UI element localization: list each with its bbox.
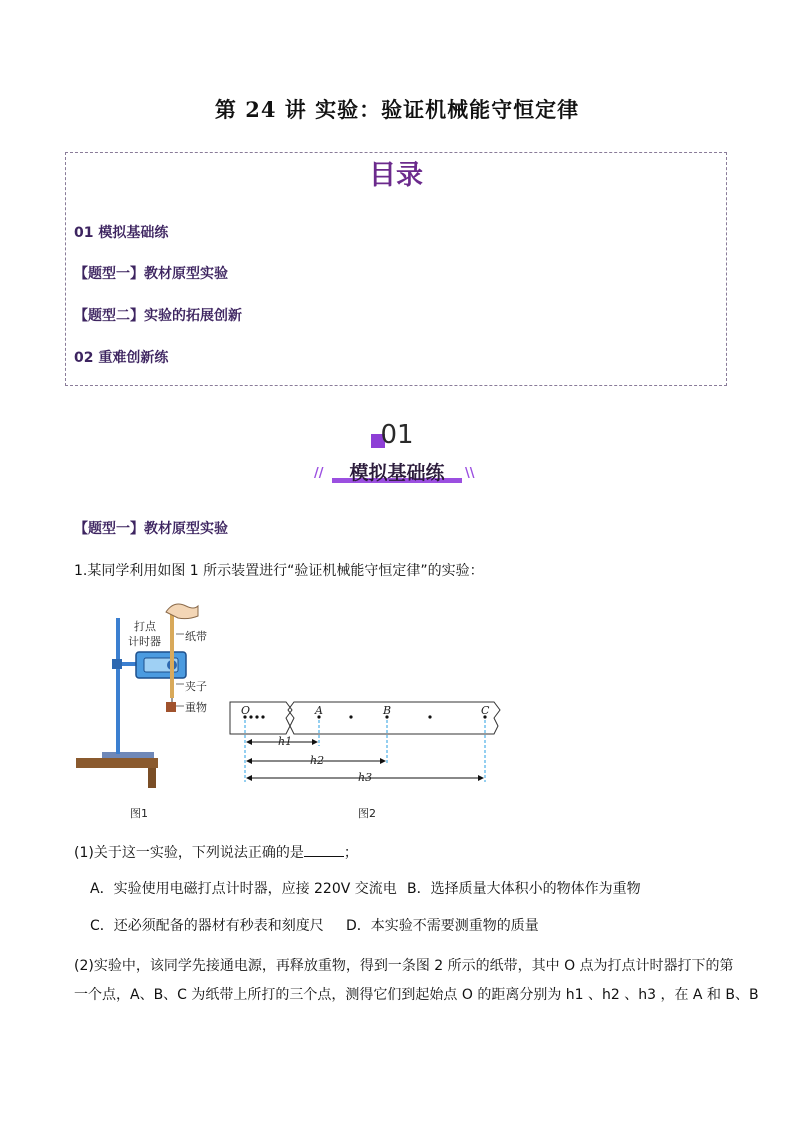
distance-label-h1: h1 xyxy=(278,735,293,748)
page-title: 第 24 讲 实验：验证机械能守恒定律 xyxy=(214,97,580,122)
answer-blank[interactable] xyxy=(304,855,344,857)
toc-item-1[interactable]: 01 模拟基础练 xyxy=(74,225,169,241)
option-b[interactable]: B．选择质量大体积小的物体作为重物 xyxy=(407,881,641,897)
option-c[interactable]: C．还必须配备的器材有秒表和刻度尺 xyxy=(90,918,324,934)
part1-line xyxy=(74,842,358,862)
stand-pole xyxy=(116,618,120,754)
figure-1-caption: 图1 xyxy=(130,807,148,820)
label-clip: 夹子 xyxy=(185,680,207,693)
question-type-heading: 【题型一】教材原型实验 xyxy=(74,521,228,537)
toc-item-2[interactable]: 【题型一】教材原型实验 xyxy=(74,266,228,282)
tape-dot xyxy=(349,715,352,718)
section-slash-left-icon: // xyxy=(314,466,324,481)
tape-dot xyxy=(261,715,264,718)
section-number: 01 xyxy=(380,420,414,450)
weight-block xyxy=(166,702,176,712)
option-d[interactable]: D．本实验不需要测重物的质量 xyxy=(346,918,539,934)
tape-dot xyxy=(255,715,258,718)
option-a[interactable]: A．实验使用电磁打点计时器，应接 220V 交流电 xyxy=(90,881,397,897)
tape-label-o: O xyxy=(241,704,251,717)
clamp-boss xyxy=(112,659,122,669)
part1-end: ； xyxy=(343,845,358,861)
toc-item-3[interactable]: 【题型二】实验的拓展创新 xyxy=(74,308,242,324)
question-stem: 1.某同学利用如图 1 所示装置进行“验证机械能守恒定律”的实验： xyxy=(74,563,484,579)
toc-item-4[interactable]: 02 重难创新练 xyxy=(74,350,169,366)
section-title: 模拟基础练 xyxy=(349,462,445,484)
tape-label-b: B xyxy=(383,704,392,717)
table-leg xyxy=(148,768,156,788)
figure-2-caption: 图2 xyxy=(358,807,376,820)
part1-prompt: (1)关于这一实验，下列说法正确的是 xyxy=(74,845,304,861)
tape-dot xyxy=(428,715,431,718)
section-slash-right-icon: \\ xyxy=(465,466,475,481)
label-paper-tape: 纸带 xyxy=(185,630,207,643)
label-weight: 重物 xyxy=(185,701,207,714)
label-timer-1: 打点 xyxy=(134,620,156,633)
paper-tape xyxy=(170,608,174,698)
distance-label-h2: h2 xyxy=(310,754,325,767)
part2-line-2: 一个点，A、B、C 为纸带上所打的三个点，测得它们到起始点 O 的距离分别为 h1 、h2 、h3 ，在 A 和 B、B xyxy=(74,987,759,1003)
tape-label-c: C xyxy=(481,704,490,717)
toc-heading: 目录 xyxy=(369,160,423,191)
part2-line-1: (2)实验中，该同学先接通电源，再释放重物，得到一条图 2 所示的纸带，其中 O 点为打点计时器打下的第 xyxy=(74,958,734,974)
tape-label-a: A xyxy=(315,704,323,717)
distance-label-h3: h3 xyxy=(358,771,373,784)
table-top xyxy=(76,758,158,768)
label-timer-2: 计时器 xyxy=(128,635,161,648)
stand-base xyxy=(102,752,154,758)
tape-segment-left xyxy=(230,702,292,734)
